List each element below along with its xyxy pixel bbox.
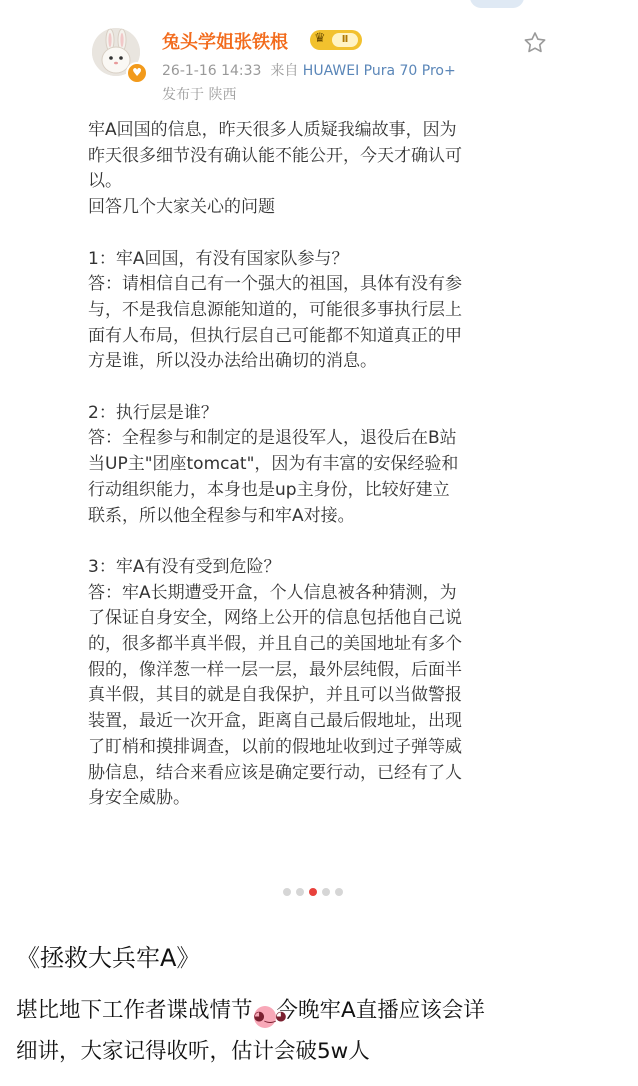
post-line: 昨天很多细节没有确认能不能公开，今天才确认可 (88, 145, 462, 166)
post-line: 装置，最近一次开盒，距离自己最后假地址，出现 (88, 711, 462, 732)
pager-dot[interactable] (335, 888, 343, 896)
crying-face-icon: ◕‿◕ (254, 1006, 276, 1028)
post-line: 以。 (88, 171, 122, 192)
caption-body (16, 990, 485, 1072)
caption-line-1-end: 今晚牢A直播应该会详 (276, 998, 485, 1023)
pager-dot[interactable] (309, 888, 317, 896)
post-date: 26-1-16 14:33 (162, 63, 262, 79)
post-line: 身安全威胁。 (88, 788, 190, 809)
post-line: 答：全程参与和制定的是退役军人，退役后在B站 (88, 428, 457, 449)
post-line: 与，不是我信息源能知道的，可能很多事执行层上 (88, 299, 462, 320)
device-link[interactable]: HUAWEI Pura 70 Pro+ (302, 63, 456, 79)
weibo-post-card (82, 22, 568, 882)
post-line: 的，很多都半真半假，并且自己的美国地址有多个 (88, 634, 462, 655)
post-line: 回答几个大家关心的问题 (88, 197, 275, 218)
post-line: 答：请相信自己有一个强大的祖国，具体有没有参 (88, 274, 462, 295)
post-line: 3：牢A有没有受到危险？ (88, 556, 281, 577)
post-line: 真半假，其目的就是自我保护，并且可以当做警报 (88, 685, 462, 706)
paragraph-gap (88, 221, 574, 247)
post-line: 当UP主"团座tomcat"，因为有丰富的安保经验和 (88, 454, 459, 475)
post-location: 发布于 陕西 (162, 87, 237, 103)
post-line: 联系，所以他全程参与和牢A对接。 (88, 505, 355, 526)
caption-title: 《拯救大兵牢A》 (16, 944, 201, 972)
post-meta (162, 60, 456, 80)
username[interactable]: 兔头学姐张铁根 (162, 32, 288, 53)
post-line: 行动组织能力，本身也是up主身份，比较好建立 (88, 479, 450, 500)
caption-line-2: 细讲，大家记得收听，估计会破5w人 (16, 1039, 370, 1064)
caption-line-1-start: 堪比地下工作者谍战情节 (16, 998, 253, 1023)
pager-dot[interactable] (283, 888, 291, 896)
source-prefix: 来自 (270, 63, 299, 79)
top-decoration (470, 0, 524, 8)
post-line: 面有人布局，但执行层自己可能都不知道真正的甲 (88, 325, 462, 346)
pager-dot[interactable] (296, 888, 304, 896)
post-line: 1：牢A回国，有没有国家队参与？ (88, 248, 349, 269)
post-line: 方是谁，所以没办法给出确切的消息。 (88, 351, 377, 372)
pager-dot[interactable] (322, 888, 330, 896)
post-line: 胁信息，结合来看应该是确定要行动，已经有了人 (88, 762, 462, 783)
post-body (88, 118, 574, 812)
paragraph-gap (88, 375, 574, 401)
favorite-star-icon[interactable] (522, 30, 548, 56)
verified-badge-icon: ♥ (126, 62, 148, 84)
post-line: 了保证自身安全，网络上公开的信息包括他自己说 (88, 608, 462, 629)
crown-icon: ♛ (314, 31, 326, 46)
post-line: 答：牢A长期遭受开盒，个人信息被各种猜测，为 (88, 582, 457, 603)
post-line: 牢A回国的信息，昨天很多人质疑我编故事，因为 (88, 120, 457, 140)
post-line: 2：执行层是谁？ (88, 402, 218, 423)
vip-level: Ⅱ (332, 33, 358, 47)
post-line: 假的，像洋葱一样一层一层，最外层纯假，后面半 (88, 659, 462, 680)
image-pager (283, 888, 343, 898)
caption-line-1 (16, 990, 485, 1031)
vip-badge[interactable] (310, 30, 362, 50)
paragraph-gap (88, 529, 574, 555)
post-line: 了盯梢和摸排调查，以前的假地址收到过子弹等威 (88, 736, 462, 757)
